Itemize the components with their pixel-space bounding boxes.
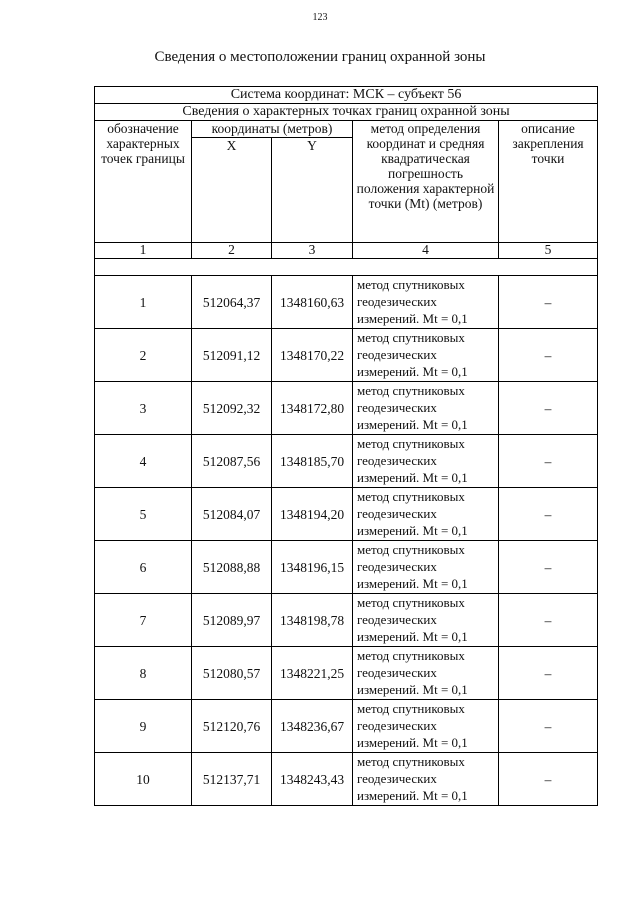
point-number: 9 [95, 700, 192, 753]
method: метод спутниковых геодезических измерений. Mt = 0,1 [353, 647, 499, 700]
point-number: 3 [95, 382, 192, 435]
coord-y: 1348185,70 [272, 435, 353, 488]
coord-y: 1348160,63 [272, 276, 353, 329]
fixing-description: – [499, 541, 598, 594]
table-subtitle: Сведения о характерных точках границ охранной зоны [95, 104, 598, 121]
point-number: 5 [95, 488, 192, 541]
boundary-points-table [94, 86, 598, 806]
fixing-description: – [499, 647, 598, 700]
header-method: метод определения координат и средняя квадратическая погрешность положения характерной точки (Mt) (метров) [353, 121, 499, 243]
header-fixing-description: описание закрепления точки [499, 121, 598, 243]
coord-x: 512092,32 [192, 382, 272, 435]
fixing-description: – [499, 488, 598, 541]
table-row [95, 329, 598, 382]
point-number: 4 [95, 435, 192, 488]
coord-y: 1348194,20 [272, 488, 353, 541]
coord-y: 1348170,22 [272, 329, 353, 382]
coord-y: 1348221,25 [272, 647, 353, 700]
header-point-designation: обозначение характерных точек границы [95, 121, 192, 243]
table-row [95, 488, 598, 541]
coordinate-system: Система координат: МСК – субъект 56 [95, 87, 598, 104]
coord-x: 512120,76 [192, 700, 272, 753]
table-row [95, 276, 598, 329]
table-row [95, 700, 598, 753]
point-number: 6 [95, 541, 192, 594]
table-row [95, 753, 598, 806]
coord-x: 512091,12 [192, 329, 272, 382]
header-coordinates: координаты (метров) [192, 121, 353, 138]
fixing-description: – [499, 700, 598, 753]
method: метод спутниковых геодезических измерений. Mt = 0,1 [353, 382, 499, 435]
fixing-description: – [499, 276, 598, 329]
point-number: 10 [95, 753, 192, 806]
empty-row [95, 259, 598, 276]
coord-x: 512084,07 [192, 488, 272, 541]
coord-y: 1348196,15 [272, 541, 353, 594]
coord-x: 512089,97 [192, 594, 272, 647]
point-number: 8 [95, 647, 192, 700]
fixing-description: – [499, 594, 598, 647]
coord-y: 1348236,67 [272, 700, 353, 753]
coord-y: 1348198,78 [272, 594, 353, 647]
fixing-description: – [499, 753, 598, 806]
method: метод спутниковых геодезических измерений. Mt = 0,1 [353, 329, 499, 382]
header-x: X [192, 138, 272, 243]
column-number: 4 [353, 243, 499, 259]
page-title: Сведения о местоположении границ охранной зоны [154, 49, 486, 65]
header-y: Y [272, 138, 353, 243]
column-number: 5 [499, 243, 598, 259]
column-number: 3 [272, 243, 353, 259]
table-row [95, 435, 598, 488]
coord-x: 512137,71 [192, 753, 272, 806]
coord-x: 512080,57 [192, 647, 272, 700]
method: метод спутниковых геодезических измерений. Mt = 0,1 [353, 488, 499, 541]
column-number: 2 [192, 243, 272, 259]
coord-y: 1348172,80 [272, 382, 353, 435]
table-row [95, 594, 598, 647]
column-number: 1 [95, 243, 192, 259]
page-number: 123 [312, 12, 328, 23]
coord-y: 1348243,43 [272, 753, 353, 806]
point-number: 2 [95, 329, 192, 382]
table-row [95, 541, 598, 594]
fixing-description: – [499, 329, 598, 382]
coord-x: 512064,37 [192, 276, 272, 329]
coord-x: 512087,56 [192, 435, 272, 488]
point-number: 7 [95, 594, 192, 647]
table-row [95, 647, 598, 700]
point-number: 1 [95, 276, 192, 329]
method: метод спутниковых геодезических измерений. Mt = 0,1 [353, 541, 499, 594]
coord-x: 512088,88 [192, 541, 272, 594]
method: метод спутниковых геодезических измерений. Mt = 0,1 [353, 276, 499, 329]
method: метод спутниковых геодезических измерений. Mt = 0,1 [353, 435, 499, 488]
table-row [95, 382, 598, 435]
method: метод спутниковых геодезических измерений. Mt = 0,1 [353, 753, 499, 806]
fixing-description: – [499, 382, 598, 435]
method: метод спутниковых геодезических измерений. Mt = 0,1 [353, 594, 499, 647]
fixing-description: – [499, 435, 598, 488]
method: метод спутниковых геодезических измерений. Mt = 0,1 [353, 700, 499, 753]
